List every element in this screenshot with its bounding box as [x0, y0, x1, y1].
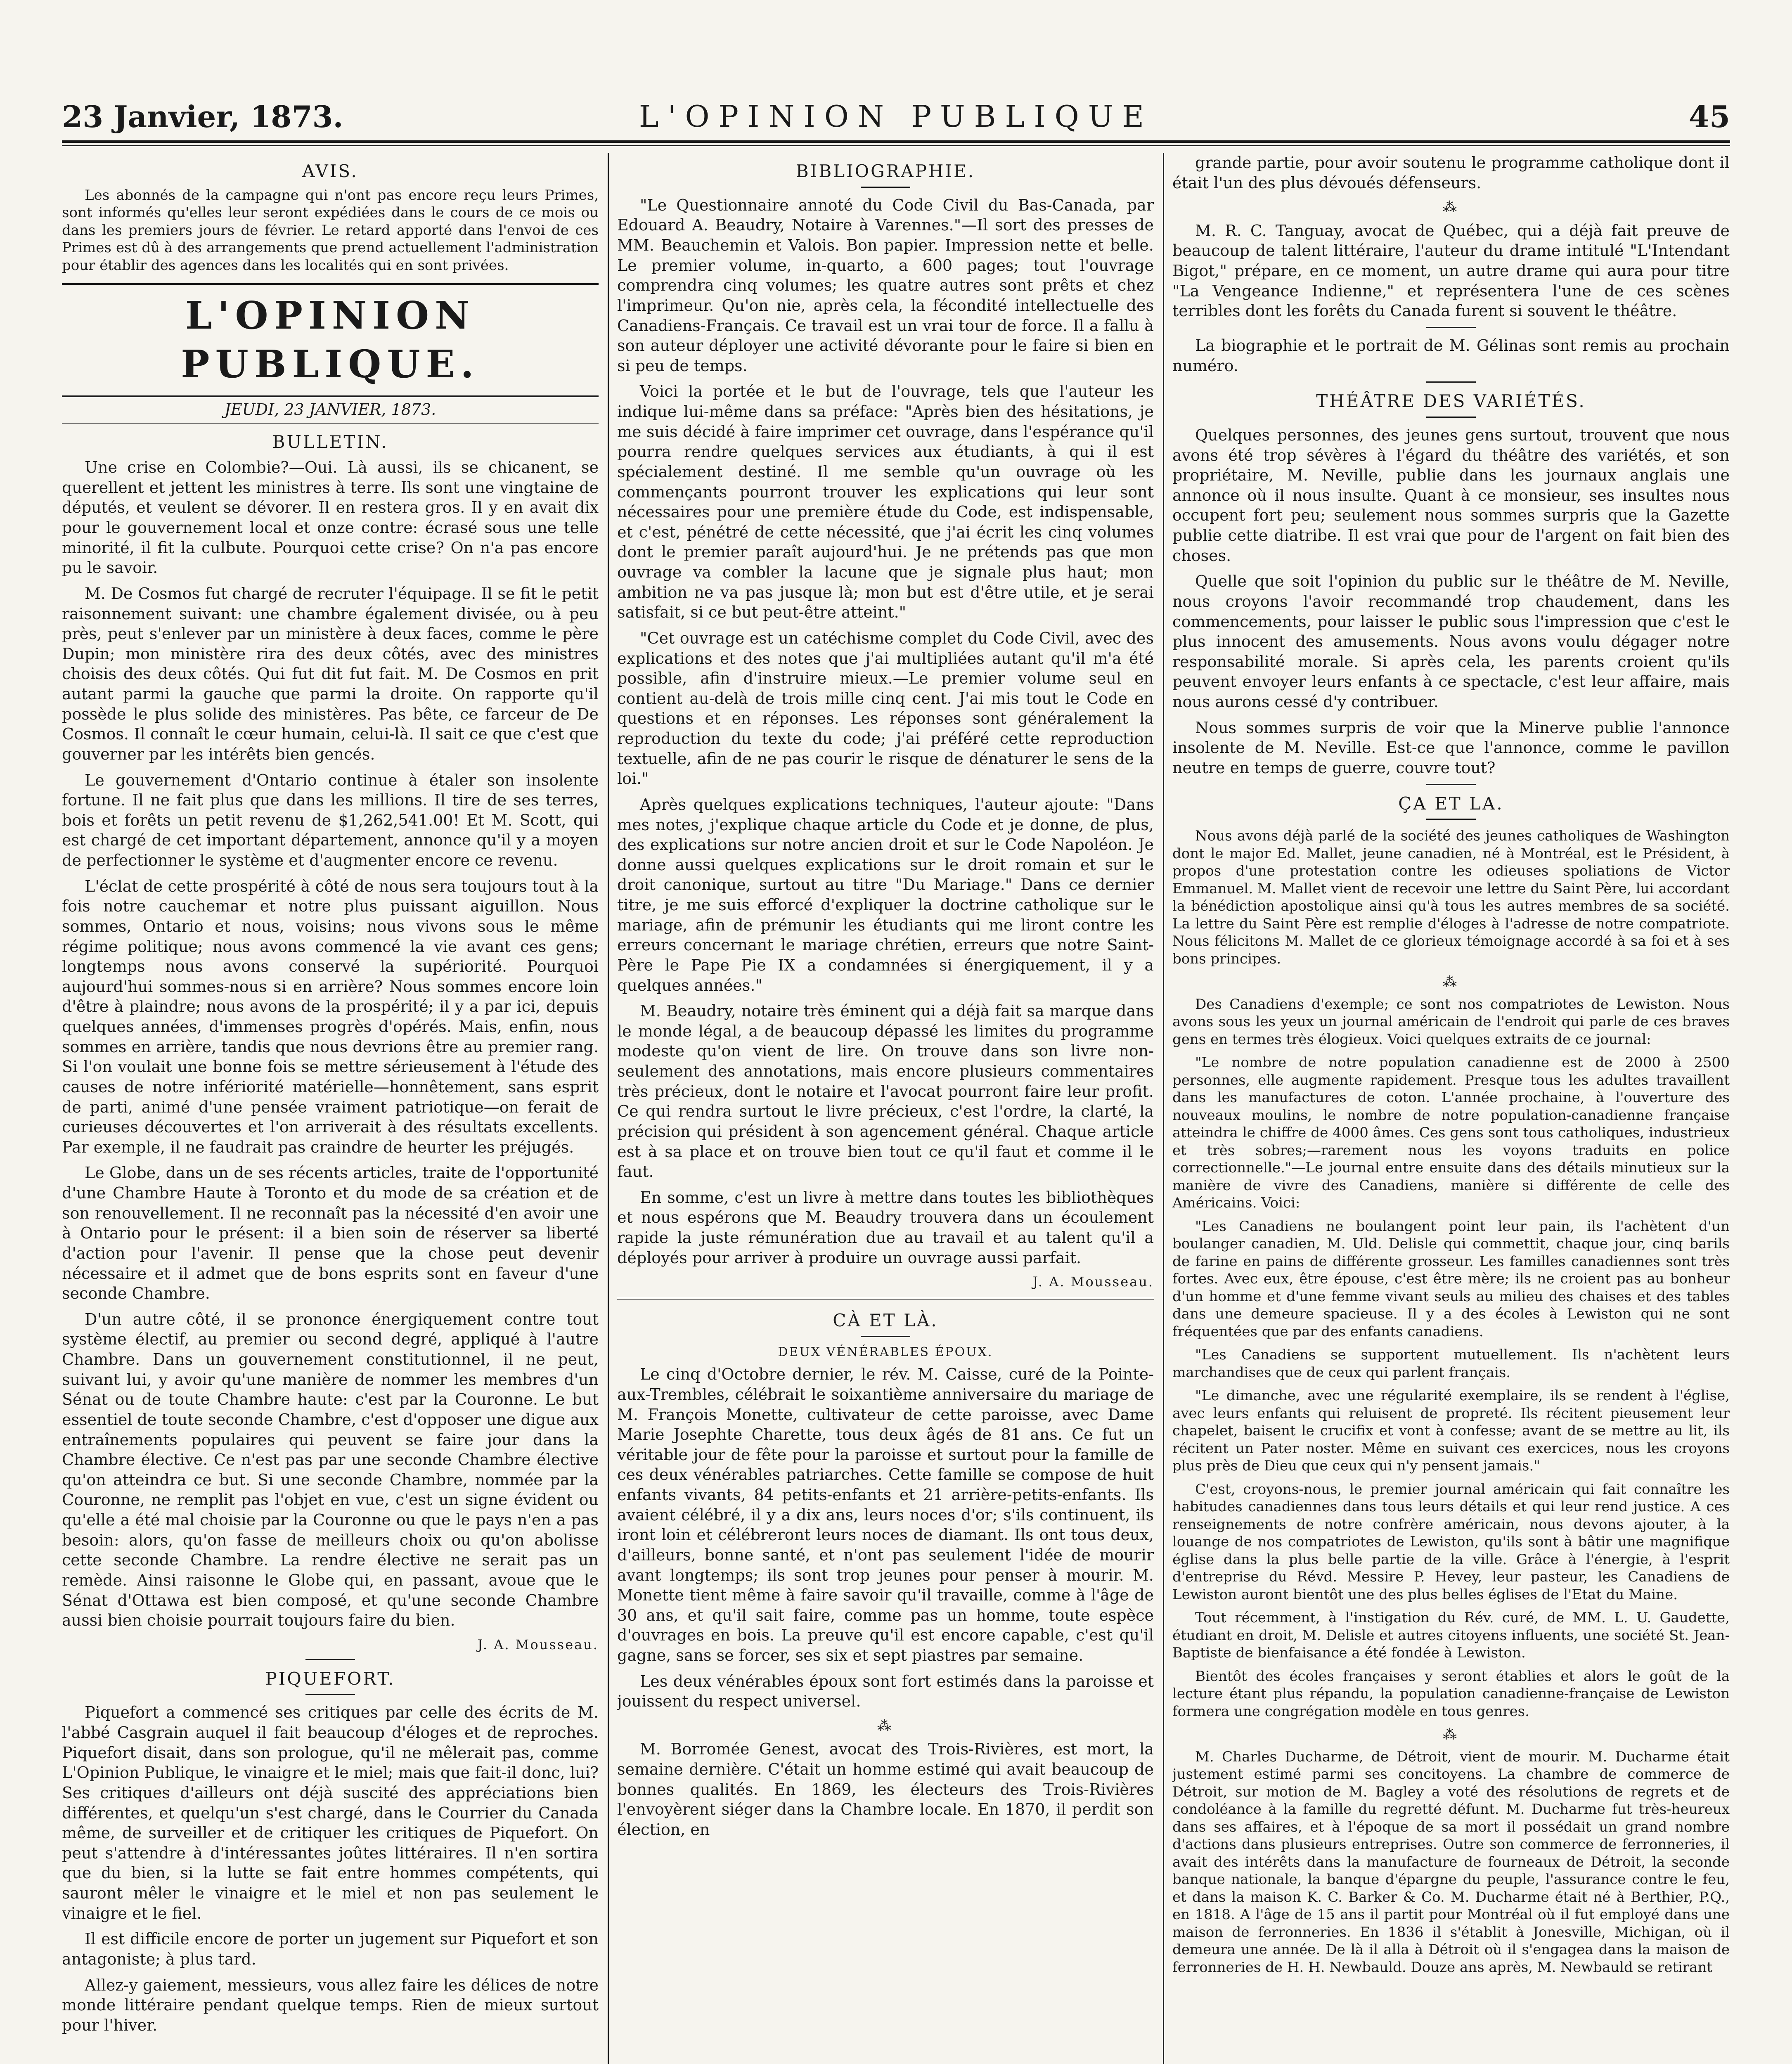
section-rule	[305, 1694, 355, 1695]
asterism-divider: ⁂	[1443, 1726, 1459, 1743]
bibliographie-paragraph: "Cet ouvrage est un catéchisme complet du Code Civil, avec des explications et des notes que j'ai multipliées autant qu'il m'a été possible, afin d'instruire mieux.—Le premier volume seul en contient au-delà de trois mille cinq cent. J'ai mis tout le Code en questions et en réponses. Les réponses sont généralement la reproduction du texte du code; j'ai préféré cette reproduction textuelle, afin de ne pas courir le risque de dénaturer le sens de la loi."	[617, 629, 1154, 788]
masthead	[62, 283, 599, 397]
ca-et-la-paragraph: "Les Canadiens ne boulangent point leur pain, ils l'achètent d'un boulanger canadien, M. Uld. Delisle qui commettit, chaque jour, cinq barils de farine en pains de différente grosseur. Les familles canadiennes sont très fortes. Avec eux, être épouse, c'est être mère; ils ne croient pas au bonheur d'un homme et d'une femme vivant seuls au milieu des chaises et des tables dans une demeure spacieuse. Il y a des écoles à Lewiston qui ne sont fréquentées que par des enfants canadiens.	[1172, 1218, 1730, 1340]
bibliographie-heading: BIBLIOGRAPHIE.	[795, 161, 975, 181]
avis-text: Les abonnés de la campagne qui n'ont pas encore reçu leurs Primes, sont informés qu'elles leur seront expédiées dans le cours de ce mois ou dans les premiers jours de février. Le retard apporté dans l'envoi de ces Primes est dû à des arrangements que prend actuellement l'administration pour établir des agences dans les localités qui en sont privées.	[62, 187, 599, 274]
section-rule	[1426, 381, 1476, 383]
column-divider	[608, 153, 609, 2064]
theatre-paragraph: Quelques personnes, des jeunes gens surtout, trouvent que nous avons été trop sévères à l'égard du théâtre des variétés, et son propriétaire, M. Neville, publie dans les journaux anglais une annonce où il nous insulte. Quant à ce monsieur, ses insultes nous occupent fort peu; seulement nous sommes surpris que la Gazette publie cette diatribe. Il est vrai que pour de l'argent on fait bien des choses.	[1172, 426, 1730, 565]
piquefort-paragraph: Il est difficile encore de porter un jugement sur Piquefort et son antagoniste; à plus tard.	[62, 1930, 599, 1968]
bibliographie-paragraph: M. Beaudry, notaire très éminent qui a déjà fait sa marque dans le monde légal, a de beaucoup dépassé les limites du programme modeste qu'on vient de lire. On trouve dans son livre non-seulement des annotations, mais encore plusieurs commentaires très précieux, dont le notaire et l'avocat pourront faire leur profit. Ce qui rendra surtout le livre précieux, c'est l'ordre, la clarté, la précision qui président à son agencement général. Chaque article est à sa place et on trouve bien tout ce qu'il faut et comme il le faut.	[617, 1002, 1154, 1181]
section-rule	[305, 1659, 355, 1660]
section-rule	[617, 1298, 1154, 1302]
piquefort-heading: PIQUEFORT.	[265, 1668, 395, 1689]
ca-et-la-paragraph: Des Canadiens d'exemple; ce sont nos compatriotes de Lewiston. Nous avons sous les yeux un journal américain de l'endroit qui parle de ces braves gens en termes très élogieux. Voici quelques extraits de ce journal:	[1172, 996, 1730, 1048]
section-rule	[1426, 819, 1476, 820]
dateline: JEUDI, 23 JANVIER, 1873.	[62, 400, 599, 424]
ca-et-la-paragraph: M. Charles Ducharme, de Détroit, vient de mourir. M. Ducharme était justement estimé parmi ses concitoyens. La chambre de commerce de Détroit, sur motion de M. Bagley a voté des résolutions de regrets et de condoléance à la famille du regretté défunt. M. Ducharme fut très-heureux dans ses affaires, et à l'époque de sa mort il possédait un grand nombre d'actions dans plusieurs entreprises. Outre son commerce de ferronneries, il avait des intérêts dans la manufacture de fourneaux de Détroit, la seconde banque nationale, la banque d'épargne du peuple, l'assurance contre le feu, et dans la maison K. C. Barker & Co. M. Ducharme était né à Berthier, P.Q., en 1818. A l'âge de 15 ans il partit pour Montréal où il fut employé dans une maison de ferronneries. En 1836 il s'établit à Jonesville, Michigan, où il demeura une année. De là il alla à Détroit où il s'engagea dans la maison de ferronneries de H. H. Newbauld. Douze ans après, M. Newbauld se retirant	[1172, 1748, 1730, 1976]
header-page-number: 45	[1688, 99, 1730, 134]
column-2	[617, 153, 1154, 2064]
ca-et-la-heading: CÀ ET LÀ.	[833, 1310, 938, 1331]
article-paragraph: M. R. C. Tanguay, avocat de Québec, qui a déjà fait preuve de beaucoup de talent littéraire, l'auteur du drame intitulé "L'Intendant Bigot," prépare, en ce moment, un autre drame qui aura pour titre "La Vengeance Indienne," et représentera l'une de ces scènes terribles dont les forêts du Canada furent si souvent le théâtre.	[1172, 221, 1730, 320]
asterism-divider: ⁂	[1443, 974, 1459, 991]
section-rule	[1426, 784, 1476, 785]
bibliographie-paragraph: Voici la portée et le but de l'ouvrage, tels que l'auteur les indique lui-même dans sa préface: "Après bien des hésitations, je me suis décidé à faire imprimer cet ouvrage, dans l'espérance qu'il pourra rendre quelques services aux étudiants, à qui il est spécialement destiné. Il me semble qu'un ouvrage où les commençants pourront trouver les explications qui leur sont nécessaires pour une première étude du Code, est indispensable, et c'est, pénétré de cette nécessité, que j'ai écrit les cinq volumes dont le premier paraît aujourd'hui. Je ne prétends pas que mon ouvrage va combler la lacune que je signale plus haut; mon ambition ne va pas jusque là; mon but est d'être utile, et je serai satisfait, si ce but peut-être atteint."	[617, 382, 1154, 622]
page-header	[62, 95, 1730, 143]
bulletin-paragraph: M. De Cosmos fut chargé de recruter l'équipage. Il se fit le petit raisonnement suivant: une chambre également divisée, ou à peu près, peut s'enlever par un ministère à deux faces, comme le père Dupin; mon ministère rira des deux côtés, avec des ministres choisis des deux côtés. Qui fut dit fut fait. M. De Cosmos en prit autant parmi la gauche que parmi la droite. On rapporte qu'il possède le plus solide des ministères. Pas bête, ce farceur de De Cosmos. Il connaît le cœur humain, celui-là. Il sait ce que c'est que gouverner par les intérêts bien gencés.	[62, 584, 599, 763]
avis-heading: AVIS.	[302, 161, 358, 181]
bulletin-paragraph: D'un autre côté, il se prononce énergiquement contre tout système électif, au premier ou second degré, appliqué à l'autre Chambre. Dans un gouvernement constitutionnel, il ne peut, suivant lui, y avoir qu'une manière de nommer les membres d'un Sénat ou de toute Chambre haute: c'est par la Couronne. Le but essentiel de toute seconde Chambre, c'est d'opposer une digue aux entraînements populaires qui peuvent se faire jour dans la Chambre élective. Ce n'est pas par une seconde Chambre élective qu'on atteindra ce but. Si une seconde Chambre, nommée par la Couronne, ne remplit pas l'objet en vue, c'est un signe évident ou qu'elle a été mal choisie par la Couronne ou que le pays n'en a pas besoin: alors, qu'on fasse de meilleurs choix ou qu'on abolisse cette seconde Chambre. La rendre élective ne serait pas un remède. Ainsi raisonne le Globe qui, en passant, avoue que le Sénat d'Ottawa est bien composé, et qu'une seconde Chambre aussi bien choisie pourrait toujours faire du bien.	[62, 1310, 599, 1630]
bibliographie-signature: J. A. Mousseau.	[1032, 1274, 1154, 1290]
asterism-divider: ⁂	[1443, 199, 1459, 216]
column-1	[62, 153, 599, 2064]
header-rule	[62, 145, 1730, 146]
ca-et-la-paragraph: Les deux vénérables époux sont fort estimés dans la paroisse et jouissent du respect universel.	[617, 1672, 1154, 1711]
column-3	[1172, 153, 1730, 2064]
ca-et-la-paragraph: Bientôt des écoles françaises y seront établies et alors le goût de la lecture étant plus répandu, la population canadienne-française de Lewiston formera une congrégation modèle en tous genres.	[1172, 1668, 1730, 1720]
ca-et-la-paragraph: C'est, croyons-nous, le premier journal américain qui fait connaître les habitudes canadiennes dans tous leurs détails et qui leur rend justice. A ces renseignements de notre confrère américain, nous devons ajouter, à la louange de nos compatriotes de Lewiston, qu'ils sont à bâtir une magnifique église dans la plus belle partie de la ville. Grâce à l'énergie, à l'esprit d'entreprise du Révd. Messire P. Hevey, leur pasteur, les Canadiens de Lewiston auront bientôt une des plus belles églises de l'Etat du Maine.	[1172, 1481, 1730, 1603]
bulletin-heading: BULLETIN.	[272, 432, 388, 452]
piquefort-paragraph: Piquefort a commencé ses critiques par celle des écrits de M. l'abbé Casgrain auquel il fait beaucoup d'éloges et de reproches. Piquefort disait, dans son prologue, qu'il ne mêlerait pas, comme L'Opinion Publique, le vinaigre et le miel; mais que fait-il donc, lui? Ses critiques d'ailleurs ont déjà suscité des appréciations bien différentes, et quelqu'un s'est chargé, dans le Courrier du Canada même, de surveiller et de critiquer les critiques de Piquefort. On peut s'attendre à d'intéressantes joûtes littéraires. Il n'en sortira que du bien, si la lutte se fait entre hommes compétents, qui sauront mêler le vinaigre et le miel et non pas seulement le vinaigre et le fiel.	[62, 1703, 599, 1922]
bulletin-paragraph: Le Globe, dans un de ses récents articles, traite de l'opportunité d'une Chambre Haute à Toronto et du mode de sa création et de son renouvellement. Il ne reconnaît pas la nécessité d'en avoir une à Ontario pour le présent: il a bien soin de réserver sa liberté d'action pour l'avenir. Il pense que la chose peut devenir nécessaire et il admet que de bons esprits sont en faveur d'une seconde Chambre.	[62, 1164, 599, 1303]
ca-et-la-paragraph: "Les Canadiens se supportent mutuellement. Ils n'achètent leurs marchandises que de ceux qui parlent français.	[1172, 1347, 1730, 1381]
bulletin-paragraph: L'éclat de cette prospérité à côté de nous sera toujours tout à la fois notre cauchemar et notre plus puissant aiguillon. Nous sommes, Ontario et nous, voisins; nous vivons sous le même régime politique; nous avons commencé la vie avant ces gens; longtemps nous avons conservé la supériorité. Pourquoi aujourd'hui sommes-nous si en arrière? Nous sommes encore loin d'être à plaindre; nous avons de la prospérité; il y a par ici, depuis quelques années, d'immenses progrès d'opérés. Mais, enfin, nous sommes en arrière, tandis que nous devrions être au premier rang. Si l'on voulait une bonne fois se mettre sérieusement à l'étude des causes de notre infériorité matérielle—honnêtement, sans esprit de parti, animé d'une pensée vraiment patriotique—on ferait de curieuses découvertes et l'on arriverait à des résultats excellents. Par exemple, il ne faudrait pas craindre de heurter les préjugés.	[62, 877, 599, 1156]
masthead-title: L'OPINION PUBLIQUE.	[181, 293, 480, 386]
article-paragraph: La biographie et le portrait de M. Gélinas sont remis au prochain numéro.	[1172, 336, 1730, 375]
column-divider	[1163, 153, 1164, 2064]
bulletin-signature: J. A. Mousseau.	[477, 1636, 599, 1652]
ca-et-la-paragraph: M. Borromée Genest, avocat des Trois-Rivières, est mort, la semaine dernière. C'était un homme estimé qui avait beaucoup de bonnes qualités. En 1869, les électeurs des Trois-Rivières l'envoyèrent siéger dans la Chambre locale. En 1870, il perdit son élection, en	[617, 1740, 1154, 1839]
theatre-paragraph: Quelle que soit l'opinion du public sur le théâtre de M. Neville, nous croyons l'avoir recommandé trop chaudement, dans les commencements, pour laisser le public sous l'impression que c'est le plus innocent des amusements. Nous avons voulu dégager notre responsabilité morale. Si après cela, les parents croient qu'ils peuvent envoyer leurs enfants à ce spectacle, c'est leur affaire, mais nous aurons cessé d'y contribuer.	[1172, 572, 1730, 711]
ca-et-la-paragraph: Tout récemment, à l'instigation du Rév. curé, de MM. L. U. Gaudette, étudiant en droit, M. Delisle et autres citoyens influents, une société St. Jean-Baptiste de bienfaisance a été fondée à Lewiston.	[1172, 1610, 1730, 1662]
header-date: 23 Janvier, 1873.	[62, 99, 343, 134]
ca-et-la-subheading: DEUX VÉNÉRABLES ÉPOUX.	[778, 1344, 993, 1359]
bibliographie-paragraph: "Le Questionnaire annoté du Code Civil du Bas-Canada, par Edouard A. Beaudry, Notaire à Varennes."—Il sort des presses de MM. Beauchemin et Valois. Bon papier. Impression nette et belle. Le premier volume, in-quarto, a 600 pages; tout l'ouvrage comprendra cinq volumes; les quatre autres sont prêts et chez l'imprimeur. Qu'on nie, après cela, la fécondité intellectuelle des Canadiens-Français. Ce travail est un vrai tour de force. Il a fallu à son auteur déployer une activité dévorante pour le faire si bien en si peu de temps.	[617, 196, 1154, 375]
bulletin-paragraph: Le gouvernement d'Ontario continue à étaler son insolente fortune. Il ne fait plus que dans les millions. Il tire de ses terres, bois et forêts un petit revenu de $1,262,541.00! Et M. Scott, qui est chargé de cet important département, annonce qu'il y a moyen de perfectionner le système et d'augmenter encore ce revenu.	[62, 771, 599, 869]
ca-et-la-paragraph: Nous avons déjà parlé de la société des jeunes catholiques de Washington dont le major Ed. Mallet, jeune canadien, né à Montréal, est le Président, à propos d'une protestation contre les odieuses spoliations de Victor Emmanuel. M. Mallet vient de recevoir une lettre du Saint Père, lui accordant la bénédiction apostolique ainsi qu'à tous les autres membres de sa société. La lettre du Saint Père est remplie d'éloges à l'adresse de notre compatriote. Nous félicitons M. Mallet de ce glorieux témoignage accordé à sa foi et à ses bons principes.	[1172, 828, 1730, 967]
ca-et-la-paragraph: Le cinq d'Octobre dernier, le rév. M. Caisse, curé de la Pointe-aux-Trembles, célébrait le soixantième anniversaire du mariage de M. François Monette, cultivateur de cette paroisse, avec Dame Marie Josephte Charette, tous deux âgés de 81 ans. Ce fut un véritable jour de fête pour la paroisse et surtout pour la famille de ces deux vénérables patriarches. Cette famille se compose de huit enfants vivants, 84 petits-enfants et 21 arrière-petits-enfants. Ils avaient célébré, il y a dix ans, leurs noces d'or; s'ils continuent, ils iront loin et célébreront leurs noces de diamant. Ils ont tous deux, d'ailleurs, bonne santé, et n'ont pas seulement l'idée de mourir avant longtemps; ils sont trop jeunes pour penser à mourir. M. Monette tient même à faire savoir qu'il travaille, comme à l'âge de 30 ans, et qu'il sait faire, comme pas un homme, toute espèce d'ouvrages en bois. La preuve qu'il est encore capable, c'est qu'il gagne, sans se forcer, ses six et sept piastres par semaine.	[617, 1365, 1154, 1665]
bibliographie-paragraph: Après quelques explications techniques, l'auteur ajoute: "Dans mes notes, j'explique chaque article du Code et je donne, de plus, des explications sur notre ancien droit et sur le Code Napoléon. Je donne aussi quelques explications sur le droit romain et sur le droit canonique, surtout au titre "Du Mariage." Dans ce dernier titre, je me suis efforcé d'expliquer la doctrine catholique sur le mariage, afin de prémunir les étudiants qui me liront contre les erreurs concernant le mariage chrétien, erreurs que notre Saint-Père le Pape Pie IX a condamnées si énergiquement, il y a quelques années."	[617, 795, 1154, 994]
bulletin-paragraph: Une crise en Colombie?—Oui. Là aussi, ils se chicanent, se querellent et jettent les ministres à terre. Ils sont une vingtaine de députés, et veulent se dévorer. Il en restera gros. Il y en avait dix pour le gouvernement local et onze contre: écrasé sous une telle minorité, il fit la culbute. Pourquoi cette crise? On n'a pas encore pu le savoir.	[62, 458, 599, 577]
ca-et-la-paragraph: "Le nombre de notre population canadienne est de 2000 à 2500 personnes, elle augmente rapidement. Presque tous les adultes travaillent dans les manufactures de coton. L'année prochaine, à l'ouverture des nouveaux moulins, le nombre de notre population-canadienne française atteindra le chiffre de 4000 âmes. Ces gens sont tous catholiques, industrieux et très sobres;—rarement nous les voyons traduits en police correctionnelle."—Le journal entre ensuite dans des détails minutieux sur la manière de vivre des Canadiens, manière si différente de celle des Américains. Voici:	[1172, 1054, 1730, 1212]
ca-et-la-paragraph: "Le dimanche, avec une régularité exemplaire, ils se rendent à l'église, avec leurs enfants qui reluisent de propreté. Ils récitent pieusement leur chapelet, baisent le crucifix et vont à confesse; avant de se mettre au lit, ils récitent un Pater noster. Même en suivant ces exercices, nous les croyons plus près de Dieu que ceux qui n'y pensent jamais."	[1172, 1387, 1730, 1475]
ca-et-la-heading: ÇA ET LA.	[1398, 793, 1504, 814]
asterism-divider: ⁂	[877, 1717, 894, 1734]
piquefort-paragraph: Allez-y gaiement, messieurs, vous allez faire les délices de notre monde littéraire pendant quelque temps. Rien de mieux surtout pour l'hiver.	[62, 1976, 599, 2034]
theatre-heading: THÉÂTRE DES VARIÉTÉS.	[1316, 391, 1586, 412]
section-rule	[861, 187, 910, 188]
article-paragraph: grande partie, pour avoir soutenu le programme catholique dont il était l'un des plus dévoués défenseurs.	[1172, 154, 1730, 192]
section-rule	[1426, 327, 1476, 328]
section-rule	[1426, 417, 1476, 418]
header-title: L'OPINION PUBLIQUE	[639, 99, 1153, 134]
theatre-paragraph: Nous sommes surpris de voir que la Minerve publie l'annonce insolente de M. Neville. Est-ce que l'annonce, comme le pavillon neutre en temps de guerre, couvre tout?	[1172, 718, 1730, 777]
bibliographie-paragraph: En somme, c'est un livre à mettre dans toutes les bibliothèques et nous espérons que M. Beaudry trouvera dans un écoulement rapide la juste rémunération due au travail et au talent qu'il a déployés pour arriver à produire un ouvrage aussi parfait.	[617, 1188, 1154, 1267]
section-rule	[861, 1336, 910, 1337]
